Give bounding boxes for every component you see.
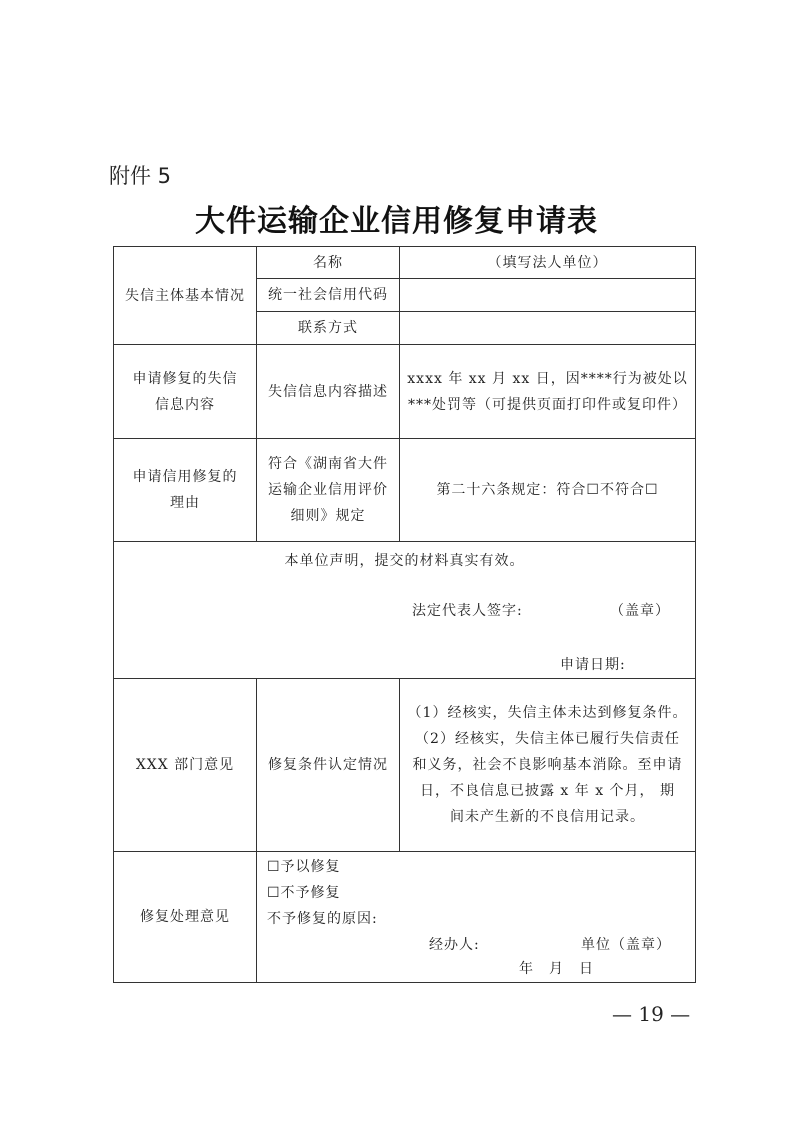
- name-value[interactable]: （填写法人单位）: [400, 247, 696, 279]
- reason-section-label: [114, 439, 257, 542]
- legal-representative-signature-label[interactable]: 法定代表人签字:: [412, 603, 523, 619]
- credit-repair-form: [113, 246, 696, 983]
- application-date-label[interactable]: 申请日期:: [560, 657, 626, 673]
- handling-opinion-section-label: 修复处理意见: [114, 852, 257, 983]
- opinion-option-2-line-2: 和义务，社会不良影响基本消除。至申请: [412, 757, 683, 773]
- basic-info-section-label: 失信主体基本情况: [114, 247, 257, 345]
- row-name: [114, 247, 696, 279]
- declaration-cell: [114, 542, 696, 679]
- name-label: 名称: [257, 247, 400, 279]
- reason-section-label-line-1: 申请信用修复的: [132, 469, 238, 485]
- opinion-option-2-line-4: 间未产生新的不良信用记录。: [450, 809, 645, 825]
- dishonesty-section-label: [114, 345, 257, 439]
- no-repair-reason-label[interactable]: 不予修复的原因:: [267, 911, 378, 927]
- handling-opinion-cell: [257, 852, 696, 983]
- contact-value[interactable]: [400, 312, 696, 345]
- reason-section-label-line-2: 理由: [170, 495, 200, 511]
- reason-field-label-line-1: 符合《湖南省大件: [268, 456, 388, 472]
- option-no-repair-checkbox[interactable]: ☐不予修复: [267, 885, 341, 901]
- reason-field-label-line-3: 细则》规定: [290, 508, 366, 524]
- dishonesty-section-label-line-1: 申请修复的失信: [132, 370, 238, 387]
- form-title: 大件运输企业信用修复申请表: [195, 204, 598, 239]
- reason-field-label-line-2: 运输企业信用评价: [268, 482, 388, 498]
- reason-field-label: [257, 439, 400, 542]
- row-declaration: [114, 542, 696, 679]
- department-opinion-value[interactable]: [400, 679, 696, 852]
- credit-code-value[interactable]: [400, 279, 696, 312]
- opinion-option-2-line-1: （2）经核实，失信主体已履行失信责任: [415, 731, 680, 747]
- option-repair-checkbox[interactable]: ☐予以修复: [267, 859, 341, 875]
- row-reason: [114, 439, 696, 542]
- unit-seal-label: 单位（盖章）: [581, 937, 671, 953]
- credit-code-label: 统一社会信用代码: [257, 279, 400, 312]
- dishonesty-field-label: 失信信息内容描述: [257, 345, 400, 439]
- handling-date-label[interactable]: 年 月 日: [519, 961, 594, 977]
- annex-label: 附件 5: [109, 164, 172, 188]
- repair-condition-label: 修复条件认定情况: [257, 679, 400, 852]
- dishonesty-section-label-line-2: 信息内容: [155, 396, 215, 413]
- row-handling-opinion: [114, 852, 696, 983]
- reason-value[interactable]: 第二十六条规定：符合☐不符合☐: [400, 439, 696, 542]
- dishonesty-value-line-2: ***处罚等（可提供页面打印件或复印件）: [408, 396, 687, 413]
- opinion-option-2-line-3: 日，不良信息已披露 x 年 x 个月， 期: [419, 783, 676, 799]
- page-number: — 19 —: [612, 1002, 691, 1026]
- contact-label: 联系方式: [257, 312, 400, 345]
- dishonesty-value-line-1: xxxx 年 xx 月 xx 日，因****行为被处以: [407, 370, 688, 387]
- declaration-seal-label: （盖章）: [610, 603, 670, 619]
- row-department-opinion: [114, 679, 696, 852]
- dishonesty-value[interactable]: [400, 345, 696, 439]
- row-dishonesty-info: [114, 345, 696, 439]
- handler-label[interactable]: 经办人:: [429, 937, 480, 953]
- department-opinion-section-label: XXX 部门意见: [114, 679, 257, 852]
- declaration-statement: 本单位声明，提交的材料真实有效。: [284, 553, 525, 569]
- opinion-option-1: （1）经核实，失信主体未达到修复条件。: [407, 705, 688, 721]
